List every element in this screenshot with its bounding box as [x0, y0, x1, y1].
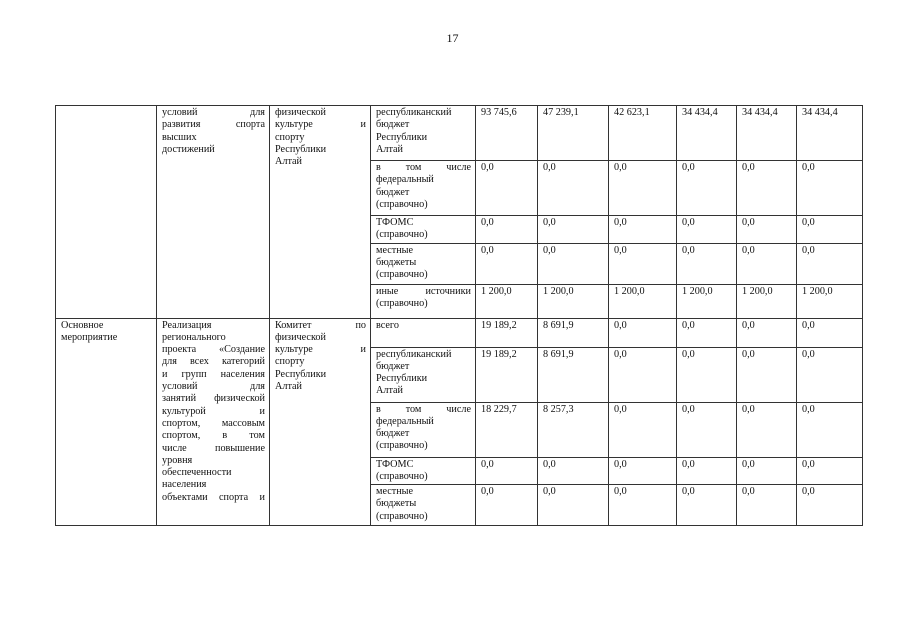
value-cell: 0,0: [538, 216, 609, 244]
cell-line: спорту: [275, 356, 305, 368]
value-cell: 19 189,2: [476, 347, 538, 402]
cell-line: Реализация: [162, 319, 212, 331]
value-cell: 0,0: [677, 485, 737, 526]
value-cell: 0,0: [677, 457, 737, 485]
cell-line: спорту: [275, 131, 305, 143]
value-cell: 0,0: [538, 485, 609, 526]
value-cell: 1 200,0: [476, 284, 538, 318]
value-cell: 34 434,4: [797, 106, 863, 161]
cell-line: культурой и: [162, 405, 265, 417]
measure-type-cell: [56, 106, 157, 319]
value-cell: 42 623,1: [609, 106, 677, 161]
cell-line: спортом, массовым: [162, 417, 265, 429]
value-cell: 19 189,2: [476, 318, 538, 347]
cell-line: регионального: [162, 331, 226, 343]
cell-line: физической: [275, 107, 326, 118]
funding-source-cell: [371, 284, 476, 318]
value-cell: 0,0: [677, 347, 737, 402]
cell-line: (справочно): [376, 440, 428, 452]
cell-line: в том числе: [376, 162, 471, 173]
cell-line: (справочно): [376, 510, 428, 522]
value-cell: 0,0: [797, 161, 863, 216]
value-cell: 0,0: [609, 402, 677, 457]
measure-name-cell: [157, 318, 270, 526]
cell-line: в том числе: [376, 403, 471, 415]
table-row: [56, 318, 863, 347]
value-cell: 0,0: [538, 457, 609, 485]
cell-line: развития спорта: [162, 119, 265, 131]
value-cell: 8 691,9: [538, 318, 609, 347]
cell-line: бюджет: [376, 428, 410, 440]
cell-line: республиканский: [376, 348, 452, 360]
value-cell: 0,0: [609, 216, 677, 244]
cell-line: Республики: [376, 373, 428, 385]
value-cell: 0,0: [797, 485, 863, 526]
value-cell: 8 691,9: [538, 347, 609, 402]
cell-line: бюджеты: [376, 256, 417, 268]
value-cell: 34 434,4: [677, 106, 737, 161]
funding-source-cell: [371, 243, 476, 284]
cell-line: федеральный: [376, 174, 434, 186]
funding-source-cell: [371, 347, 476, 402]
value-cell: 0,0: [609, 457, 677, 485]
value-cell: 0,0: [737, 216, 797, 244]
value-cell: 1 200,0: [677, 284, 737, 318]
value-cell: 0,0: [609, 485, 677, 526]
cell-line: Республики: [275, 368, 327, 380]
value-cell: 0,0: [737, 243, 797, 284]
cell-line: Комитет по: [275, 319, 366, 331]
funding-source-cell: [371, 161, 476, 216]
value-cell: 0,0: [609, 318, 677, 347]
cell-line: культуре и: [275, 344, 366, 356]
value-cell: 0,0: [737, 402, 797, 457]
cell-line: местные: [376, 486, 414, 498]
value-cell: 0,0: [476, 485, 538, 526]
cell-line: числе повышение: [162, 442, 265, 454]
cell-line: Алтай: [376, 385, 403, 397]
cell-line: Республики: [376, 131, 428, 143]
value-cell: 0,0: [677, 402, 737, 457]
value-cell: 0,0: [797, 402, 863, 457]
cell-line: (справочно): [376, 198, 428, 210]
page-number: 17: [446, 31, 459, 45]
value-cell: 0,0: [609, 161, 677, 216]
value-cell: 0,0: [476, 457, 538, 485]
value-cell: 93 745,6: [476, 106, 538, 161]
cell-line: объектами спорта и: [162, 491, 265, 503]
value-cell: 0,0: [538, 243, 609, 284]
executor-cell: [270, 106, 371, 319]
cell-line: (справочно): [376, 470, 428, 482]
measure-name-cell: [157, 106, 270, 319]
cell-line: Алтай: [275, 381, 302, 393]
measure-type-cell: [56, 318, 157, 526]
cell-line: местные: [376, 244, 414, 256]
cell-line: федеральный: [376, 415, 434, 427]
cell-line: спортом, в том: [162, 430, 265, 442]
funding-source-cell: [371, 402, 476, 457]
value-cell: 0,0: [677, 216, 737, 244]
value-cell: 0,0: [737, 161, 797, 216]
cell-line: бюджет: [376, 360, 410, 372]
value-cell: 0,0: [797, 347, 863, 402]
value-cell: 1 200,0: [538, 284, 609, 318]
value-cell: 0,0: [737, 318, 797, 347]
cell-line: условий для: [162, 107, 265, 118]
value-cell: 1 200,0: [609, 284, 677, 318]
cell-line: обеспеченности: [162, 467, 232, 479]
cell-line: Алтай: [376, 143, 403, 155]
cell-line: и групп населения: [162, 368, 265, 380]
cell-line: мероприятие: [61, 331, 118, 343]
cell-line: (справочно): [376, 269, 428, 281]
cell-line: проекта «Создание: [162, 344, 265, 356]
value-cell: 0,0: [677, 243, 737, 284]
value-cell: 0,0: [677, 318, 737, 347]
cell-line: всего: [376, 319, 399, 331]
value-cell: 47 239,1: [538, 106, 609, 161]
cell-line: населения: [162, 479, 207, 491]
cell-line: республиканский: [376, 107, 452, 118]
cell-line: бюджет: [376, 119, 410, 131]
cell-line: достижений: [162, 143, 215, 155]
value-cell: 0,0: [797, 216, 863, 244]
cell-line: Алтай: [275, 156, 302, 168]
cell-line: ТФОМС: [376, 458, 414, 470]
cell-line: культуре и: [275, 119, 366, 131]
cell-line: иные источники: [376, 285, 471, 297]
value-cell: 0,0: [609, 243, 677, 284]
cell-line: высших: [162, 131, 197, 143]
value-cell: 0,0: [476, 216, 538, 244]
value-cell: 34 434,4: [737, 106, 797, 161]
executor-cell: [270, 318, 371, 526]
cell-line: уровня: [162, 454, 193, 466]
cell-line: бюджет: [376, 186, 410, 198]
value-cell: 8 257,3: [538, 402, 609, 457]
value-cell: 0,0: [677, 161, 737, 216]
value-cell: 0,0: [737, 485, 797, 526]
cell-line: Основное: [61, 319, 104, 331]
funding-source-cell: [371, 106, 476, 161]
cell-line: (справочно): [376, 297, 428, 309]
cell-line: ТФОМС: [376, 217, 414, 228]
budget-table: [55, 105, 863, 526]
cell-line: (справочно): [376, 229, 428, 241]
value-cell: 0,0: [737, 457, 797, 485]
cell-line: физической: [275, 331, 326, 343]
funding-source-cell: [371, 216, 476, 244]
value-cell: 0,0: [476, 243, 538, 284]
value-cell: 18 229,7: [476, 402, 538, 457]
funding-source-cell: [371, 457, 476, 485]
value-cell: 0,0: [476, 161, 538, 216]
value-cell: 0,0: [797, 318, 863, 347]
funding-source-cell: [371, 318, 476, 347]
value-cell: 1 200,0: [797, 284, 863, 318]
funding-source-cell: [371, 485, 476, 526]
cell-line: Республики: [275, 143, 327, 155]
value-cell: 0,0: [609, 347, 677, 402]
value-cell: 0,0: [797, 457, 863, 485]
value-cell: 1 200,0: [737, 284, 797, 318]
cell-line: условий для: [162, 381, 265, 393]
value-cell: 0,0: [737, 347, 797, 402]
value-cell: 0,0: [538, 161, 609, 216]
value-cell: 0,0: [797, 243, 863, 284]
cell-line: для всех категорий: [162, 356, 265, 368]
cell-line: занятий физической: [162, 393, 265, 405]
table-row: [56, 106, 863, 161]
cell-line: бюджеты: [376, 498, 417, 510]
